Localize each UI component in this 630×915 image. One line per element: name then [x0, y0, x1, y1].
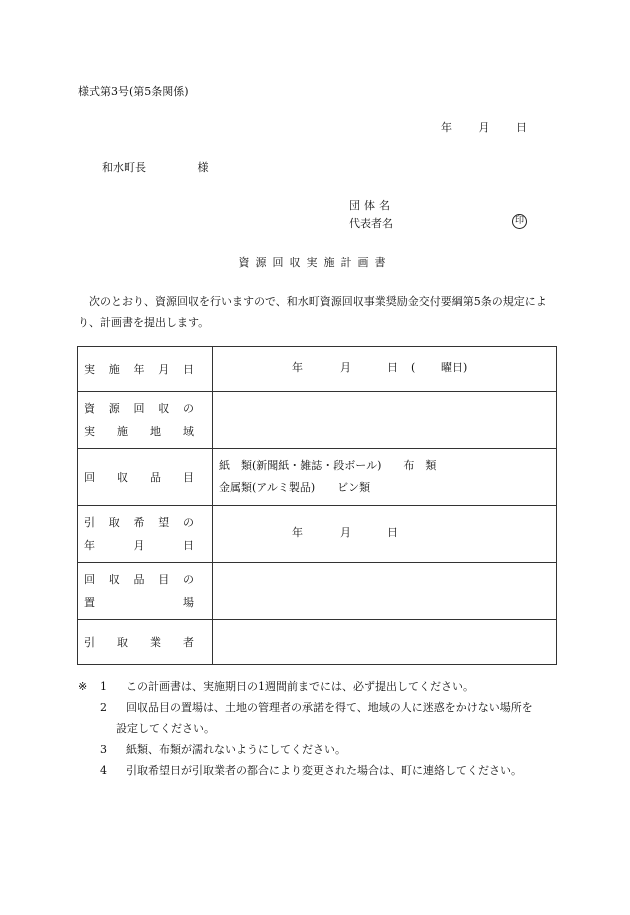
note-item: 2 回収品目の置場は、土地の管理者の承諾を得て、地域の人に迷惑をかけない場所を 設定してください。	[100, 701, 533, 735]
collection-area-label: 資 源 回 収 の 実 施 地 域	[78, 392, 213, 449]
pickup-date-field[interactable]: 年 月 日	[213, 506, 557, 563]
collection-items-label: 回 収 品 目	[78, 449, 213, 506]
date-year-label: 年	[441, 121, 452, 134]
seal-icon: 印	[512, 214, 527, 229]
date-day-label: 日	[516, 121, 527, 134]
submission-date	[441, 122, 527, 133]
table-row	[78, 563, 557, 620]
note-mark: ※	[78, 680, 88, 693]
form-number: 様式第3号(第5条関係)	[78, 85, 189, 98]
table-row	[78, 506, 557, 563]
storage-place-label: 回 収 品 目 の 置 場	[78, 563, 213, 620]
group-name-label: 団体名	[349, 199, 394, 212]
body-paragraph: 次のとおり、資源回収を行いますので、和水町資源回収事業奨励金交付要綱第5条の規定により、計画書を提出します。	[78, 295, 547, 329]
collection-items-line-1: 紙 類(新聞紙・雑誌・段ボール) 布 類	[219, 459, 437, 472]
addressee-name: 和水町長	[102, 161, 146, 174]
document-title: 資源回収実施計画書	[238, 256, 392, 269]
pickup-company-field[interactable]	[213, 620, 557, 665]
collection-area-field[interactable]	[213, 392, 557, 449]
note-item: 3 紙類、布類が濡れないようにしてください。	[100, 743, 346, 756]
table-row	[78, 347, 557, 392]
table-row	[78, 449, 557, 506]
pickup-company-label: 引 取 業 者	[78, 620, 213, 665]
table-row	[78, 392, 557, 449]
notes-section	[78, 676, 558, 781]
note-item: ※ 1 この計画書は、実施期日の1週間前までには、必ず提出してください。	[78, 676, 558, 697]
representative-name-label: 代表者名	[349, 217, 393, 230]
pickup-date-label: 引 取 希 望 の 年 月 日	[78, 506, 213, 563]
plan-table	[77, 346, 557, 665]
implementation-date-label: 実 施 年 月 日	[78, 347, 213, 392]
implementation-date-field[interactable]: 年 月 日 ( 曜日)	[213, 347, 557, 392]
storage-place-field[interactable]	[213, 563, 557, 620]
addressee-suffix: 様	[197, 161, 209, 174]
collection-items-field	[213, 449, 557, 506]
collection-items-line-2: 金属類(アルミ製品) ビン類	[219, 481, 371, 494]
addressee	[102, 162, 209, 173]
date-month-label: 月	[478, 121, 490, 134]
note-item: 4 引取希望日が引取業者の都合により変更された場合は、町に連絡してください。	[100, 764, 522, 777]
table-row	[78, 620, 557, 665]
